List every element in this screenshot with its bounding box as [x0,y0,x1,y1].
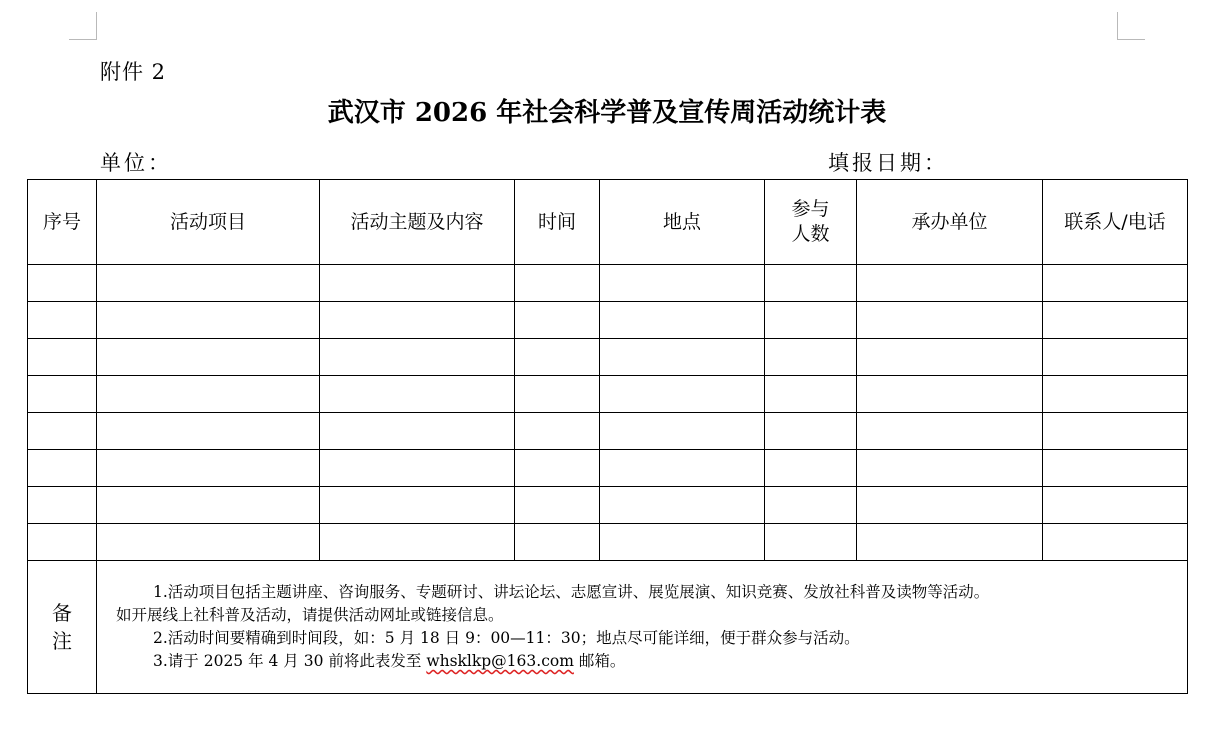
table-cell[interactable] [857,487,1043,524]
table-cell[interactable] [28,487,97,524]
table-row [28,487,1188,524]
table-cell[interactable] [515,524,600,561]
table-cell[interactable] [515,339,600,376]
report-date-label: 填报日期： [828,151,948,175]
table-cell[interactable] [600,413,765,450]
note-3-text: 3.请于 2025 年 4 月 30 前将此表发至 [153,652,427,670]
table-cell[interactable] [857,524,1043,561]
table-cell[interactable] [857,376,1043,413]
note-2: 2.活动时间要精确到时间段，如：5 月 18 日 9：00—11：30；地点尽可能详细，便于群众参与活动。 [153,629,860,647]
crop-mark-top-left-h [69,39,97,40]
email-address: whsklkp@163.com [426,652,574,670]
col-header-activity: 活动项目 [97,180,320,265]
table-cell[interactable] [515,487,600,524]
table-row [28,265,1188,302]
table-cell[interactable] [765,487,857,524]
table-cell[interactable] [515,265,600,302]
table-cell[interactable] [97,487,320,524]
table-row [28,413,1188,450]
table-cell[interactable] [320,376,515,413]
table-cell[interactable] [1043,339,1188,376]
note-3-suffix: 邮箱。 [573,652,626,670]
table-cell[interactable] [600,487,765,524]
table-cell[interactable] [97,450,320,487]
table-cell[interactable] [765,302,857,339]
table-cell[interactable] [28,524,97,561]
col-header-serial: 序号 [28,180,97,265]
note-1-continued: 如开展线上社科普及活动，请提供活动网址或链接信息。 [116,606,504,624]
table-cell[interactable] [97,413,320,450]
col-header-location: 地点 [600,180,765,265]
table-cell[interactable] [320,265,515,302]
table-row [28,302,1188,339]
table-cell[interactable] [97,376,320,413]
table-cell[interactable] [1043,376,1188,413]
table-cell[interactable] [28,450,97,487]
crop-mark-top-right-v [1117,12,1118,40]
table-cell[interactable] [1043,265,1188,302]
col-header-time: 时间 [515,180,600,265]
table-cell[interactable] [765,524,857,561]
table-cell[interactable] [765,339,857,376]
table-cell[interactable] [600,265,765,302]
table-cell[interactable] [320,339,515,376]
table-cell[interactable] [857,450,1043,487]
table-cell[interactable] [515,376,600,413]
table-cell[interactable] [97,339,320,376]
table-cell[interactable] [97,524,320,561]
table-cell[interactable] [600,450,765,487]
table-cell[interactable] [857,413,1043,450]
col-header-organizer: 承办单位 [857,180,1043,265]
table-cell[interactable] [97,302,320,339]
table-cell[interactable] [515,302,600,339]
table-cell[interactable] [1043,302,1188,339]
table-cell[interactable] [28,413,97,450]
table-cell[interactable] [1043,524,1188,561]
table-row [28,339,1188,376]
table-cell[interactable] [28,339,97,376]
table-cell[interactable] [28,265,97,302]
table-cell[interactable] [320,450,515,487]
col-header-contact: 联系人/电话 [1043,180,1188,265]
table-cell[interactable] [320,487,515,524]
table-cell[interactable] [600,524,765,561]
table-cell[interactable] [515,450,600,487]
table-cell[interactable] [857,265,1043,302]
document-title: 武汉市 2026 年社会科学普及宣传周活动统计表 [327,98,887,128]
table-cell[interactable] [600,339,765,376]
table-cell[interactable] [1043,487,1188,524]
table-header-row [28,180,1188,265]
notes-row [28,561,1188,694]
crop-mark-top-right-h [1117,39,1145,40]
statistics-table [27,179,1188,694]
table-cell[interactable] [857,302,1043,339]
table-cell[interactable] [857,339,1043,376]
crop-mark-top-left-v [96,12,97,40]
table-cell[interactable] [515,413,600,450]
table-cell[interactable] [765,376,857,413]
table-cell[interactable] [765,450,857,487]
note-1: 1.活动项目包括主题讲座、咨询服务、专题研讨、讲坛论坛、志愿宣讲、展览展演、知识竞赛、发放社科普及读物等活动。 [153,583,990,601]
table-cell[interactable] [600,302,765,339]
table-cell[interactable] [97,265,320,302]
table-cell[interactable] [28,376,97,413]
table-cell[interactable] [320,302,515,339]
attachment-label: 附件 2 [100,60,167,84]
unit-label: 单位： [100,151,172,175]
table-row [28,376,1188,413]
table-cell[interactable] [765,265,857,302]
table-cell[interactable] [1043,413,1188,450]
table-cell[interactable] [28,302,97,339]
notes-label: 备 注 [28,561,97,694]
table-cell[interactable] [1043,450,1188,487]
table-cell[interactable] [320,524,515,561]
col-header-theme: 活动主题及内容 [320,180,515,265]
table-cell[interactable] [320,413,515,450]
note-3 [97,650,1187,673]
table-row [28,450,1188,487]
table-cell[interactable] [765,413,857,450]
table-cell[interactable] [600,376,765,413]
col-header-participants: 参与 人数 [765,180,857,265]
table-row [28,524,1188,561]
notes-content [97,561,1188,694]
